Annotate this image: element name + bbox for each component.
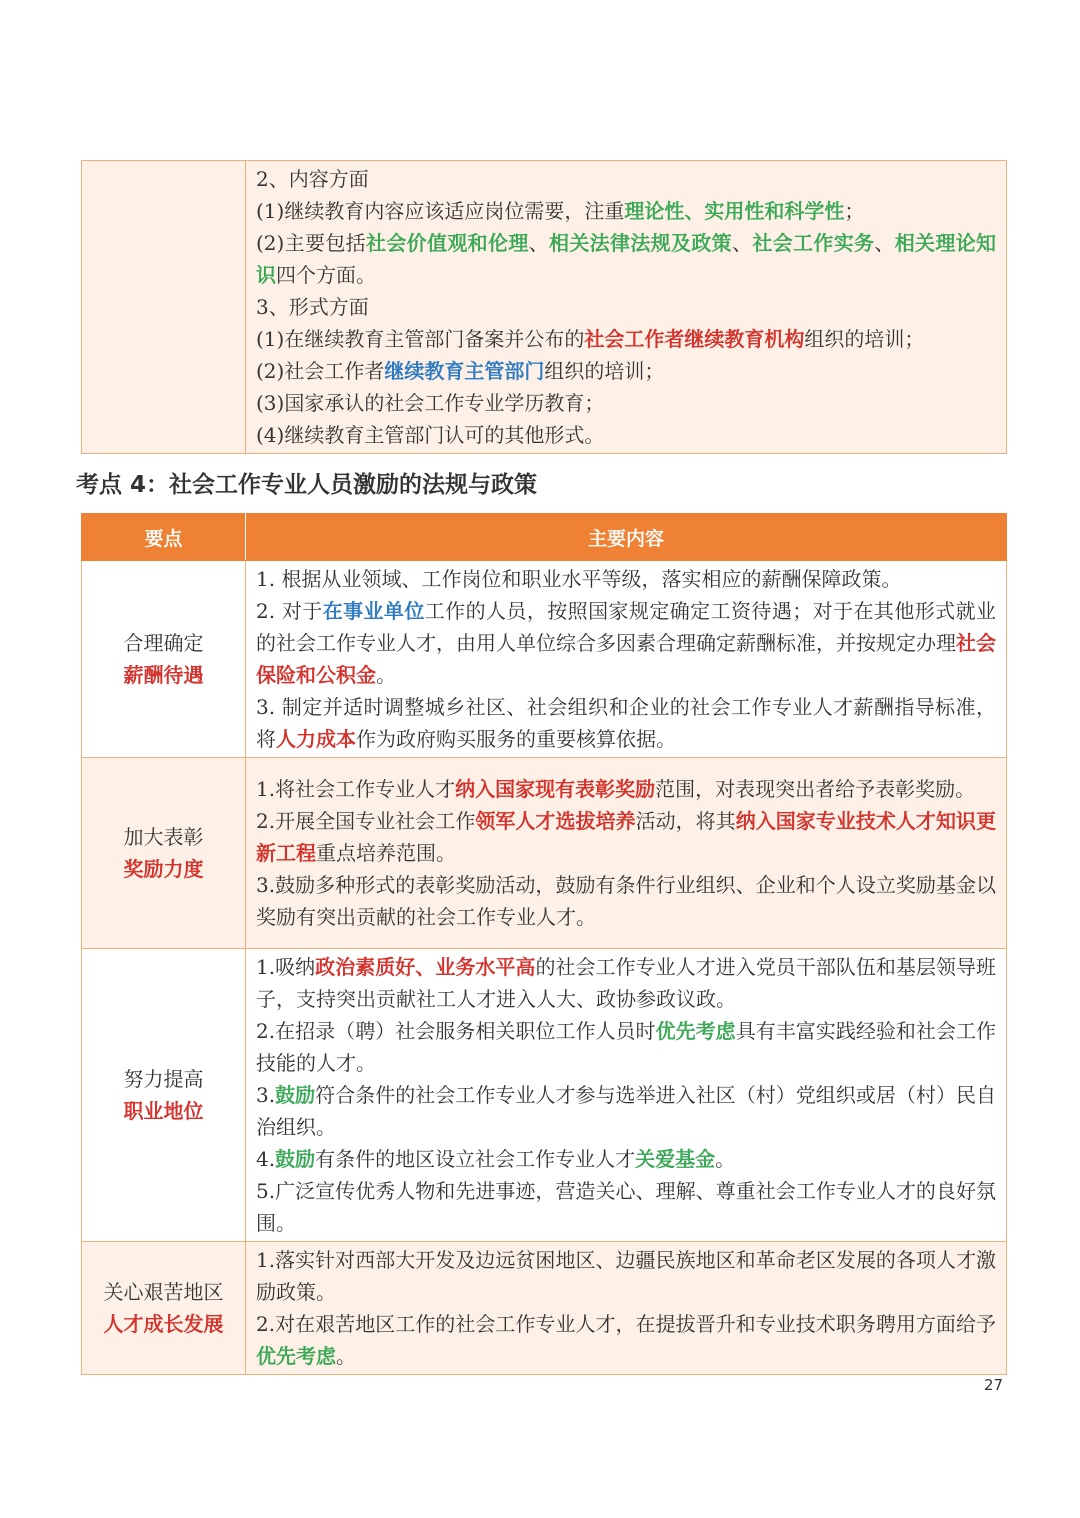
text-segment: 2、内容方面 <box>256 167 369 191</box>
text-segment: 。 <box>715 1147 736 1171</box>
text-segment: 加大表彰 <box>123 825 204 849</box>
content-line <box>256 355 996 387</box>
text-segment: 重点培养范围。 <box>316 841 456 865</box>
text-segment: 关心艰苦地区 <box>103 1280 224 1304</box>
table-header-row <box>82 514 1007 561</box>
content-line <box>256 1015 996 1079</box>
highlight-text: 鼓励 <box>275 1147 316 1171</box>
continuation-content-cell <box>246 161 1007 454</box>
policy-table <box>81 513 1007 1375</box>
continuation-row <box>82 161 1007 454</box>
content-line <box>256 1244 996 1308</box>
text-segment: 1. 根据从业领域、工作岗位和职业水平等级，落实相应的薪酬保障政策。 <box>256 567 902 591</box>
content-line <box>256 1308 996 1372</box>
text-segment: 组织的培训； <box>804 327 925 351</box>
content-line <box>256 163 996 195</box>
highlight-text: 相关理论知识 <box>256 231 997 287</box>
text-segment: 工作的人员，按照国家规定确定工资待遇；对于在其他形式就业的社会工作专业人才，由用人单位综合多因素合理确定薪酬标准，并按规定办理 <box>256 599 996 655</box>
content-line <box>256 869 996 933</box>
highlight-text: 优先考虑 <box>256 1344 336 1368</box>
content-line <box>256 387 996 419</box>
content-line <box>256 419 996 451</box>
text-segment: (2)主要包括 <box>256 231 366 255</box>
text-segment: 作为政府购买服务的重要核算依据。 <box>356 727 676 751</box>
text-segment: 2.对在艰苦地区工作的社会工作专业人才，在提拔晋升和专业技术职务聘用方面给予 <box>256 1312 996 1336</box>
key-point-cell <box>82 949 246 1242</box>
highlight-text: 人才成长发展 <box>103 1312 224 1336</box>
highlight-text: 在事业单位 <box>322 599 425 623</box>
text-segment: 1.吸纳 <box>256 955 316 979</box>
text-segment: 3.鼓励多种形式的表彰奖励活动，鼓励有条件行业组织、企业和个人设立奖励基金以奖励有突出贡献的社会工作专业人才。 <box>256 873 996 929</box>
highlight-text: 纳入国家专业技术人才知识更新工程 <box>256 809 997 865</box>
text-segment: 、 <box>528 231 550 255</box>
content-line <box>256 563 996 595</box>
text-segment: 、 <box>874 231 895 255</box>
highlight-text: 社会价值观和伦理 <box>366 231 529 255</box>
text-segment: 有条件的地区设立社会工作专业人才 <box>315 1147 636 1171</box>
text-segment: 活动，将其 <box>635 809 736 833</box>
highlight-text: 薪酬待遇 <box>123 663 204 687</box>
highlight-text: 领军人才选拔培养 <box>475 809 636 833</box>
highlight-text: 关爱基金 <box>635 1147 716 1171</box>
text-segment: 3、形式方面 <box>256 295 369 319</box>
table-row <box>82 1242 1007 1375</box>
text-segment: 1.将社会工作专业人才 <box>256 777 456 801</box>
text-segment: 1.落实针对西部大开发及边远贫困地区、边疆民族地区和革命老区发展的各项人才激励政策。 <box>256 1248 996 1304</box>
text-segment: 努力提高 <box>123 1067 204 1091</box>
column-header-key: 要点 <box>82 514 246 561</box>
column-header-content: 主要内容 <box>246 514 1007 561</box>
text-segment: 2. 对于 <box>256 599 323 623</box>
text-segment: 组织的培训； <box>544 359 665 383</box>
highlight-text: 奖励力度 <box>123 857 204 881</box>
text-segment: (3)国家承认的社会工作专业学历教育； <box>256 391 605 415</box>
text-segment: 四个方面。 <box>276 263 376 287</box>
highlight-text: 相关法律法规及政策 <box>549 231 733 255</box>
content-line <box>256 1175 996 1239</box>
text-segment: (4)继续教育主管部门认可的其他形式。 <box>256 423 605 447</box>
content-line <box>256 951 996 1015</box>
highlight-text: 政治素质好、业务水平高 <box>315 955 536 979</box>
text-segment: 具有丰富实践经验和社会工作技能的人才。 <box>256 1019 997 1075</box>
content-line <box>256 595 996 691</box>
content-line <box>256 1143 996 1175</box>
continuation-table <box>81 160 1007 454</box>
text-segment: 的社会工作专业人才进入党员干部队伍和基层领导班子，支持突出贡献社工人才进入人大、政协参政议政。 <box>256 955 997 1011</box>
highlight-text: 人力成本 <box>276 727 356 751</box>
continuation-key-cell <box>82 161 246 454</box>
text-segment: 。 <box>376 663 396 687</box>
text-segment: 4. <box>256 1147 276 1171</box>
highlight-text: 鼓励 <box>275 1083 316 1107</box>
text-segment: ； <box>844 199 865 223</box>
key-point-cell <box>82 758 246 949</box>
table-row <box>82 758 1007 949</box>
text-segment: 合理确定 <box>123 631 204 655</box>
table-row <box>82 561 1007 758</box>
text-segment: (2)社会工作者 <box>256 359 385 383</box>
content-line <box>256 227 996 291</box>
key-point-cell <box>82 1242 246 1375</box>
highlight-text: 社会工作实务 <box>752 231 875 255</box>
content-line <box>256 773 996 805</box>
section-title: 考点 4：社会工作专业人员激励的法规与政策 <box>76 472 538 498</box>
highlight-text: 纳入国家现有表彰奖励 <box>455 777 656 801</box>
content-cell <box>246 1242 1007 1375</box>
content-line <box>256 291 996 323</box>
table-row <box>82 949 1007 1242</box>
text-segment: 范围，对表现突出者给予表彰奖励。 <box>655 777 976 801</box>
content-line <box>256 1079 996 1143</box>
highlight-text: 职业地位 <box>123 1099 204 1123</box>
text-segment: 。 <box>336 1344 356 1368</box>
highlight-text: 优先考虑 <box>655 1019 736 1043</box>
text-segment: 3. 制定并适时调整城乡社区、社会组织和企业的社会工作专业人才薪酬指导标准，将 <box>256 695 996 751</box>
content-line <box>256 195 996 227</box>
text-segment: 2.开展全国专业社会工作 <box>256 809 476 833</box>
content-line <box>256 691 996 755</box>
text-segment: 符合条件的社会工作专业人才参与选举进入社区（村）党组织或居（村）民自治组织。 <box>256 1083 997 1139</box>
text-segment: (1)继续教育内容应该适应岗位需要，注重 <box>256 199 625 223</box>
content-cell <box>246 949 1007 1242</box>
highlight-text: 继续教育主管部门 <box>384 359 545 383</box>
highlight-text: 社会工作者继续教育机构 <box>584 327 805 351</box>
highlight-text: 社会保险和公积金 <box>256 631 996 687</box>
key-point-cell <box>82 561 246 758</box>
text-segment: 3. <box>256 1083 276 1107</box>
content-cell <box>246 561 1007 758</box>
page-number: 27 <box>984 1376 1004 1394</box>
text-segment: 2.在招录（聘）社会服务相关职位工作人员时 <box>256 1019 656 1043</box>
content-line <box>256 323 996 355</box>
text-segment: 5.广泛宣传优秀人物和先进事迹，营造关心、理解、尊重社会工作专业人才的良好氛围。 <box>256 1179 996 1235</box>
text-segment: (1)在继续教育主管部门备案并公布的 <box>256 327 585 351</box>
highlight-text: 理论性、实用性和科学性 <box>624 199 845 223</box>
content-line <box>256 805 996 869</box>
content-cell <box>246 758 1007 949</box>
text-segment: 、 <box>732 231 753 255</box>
